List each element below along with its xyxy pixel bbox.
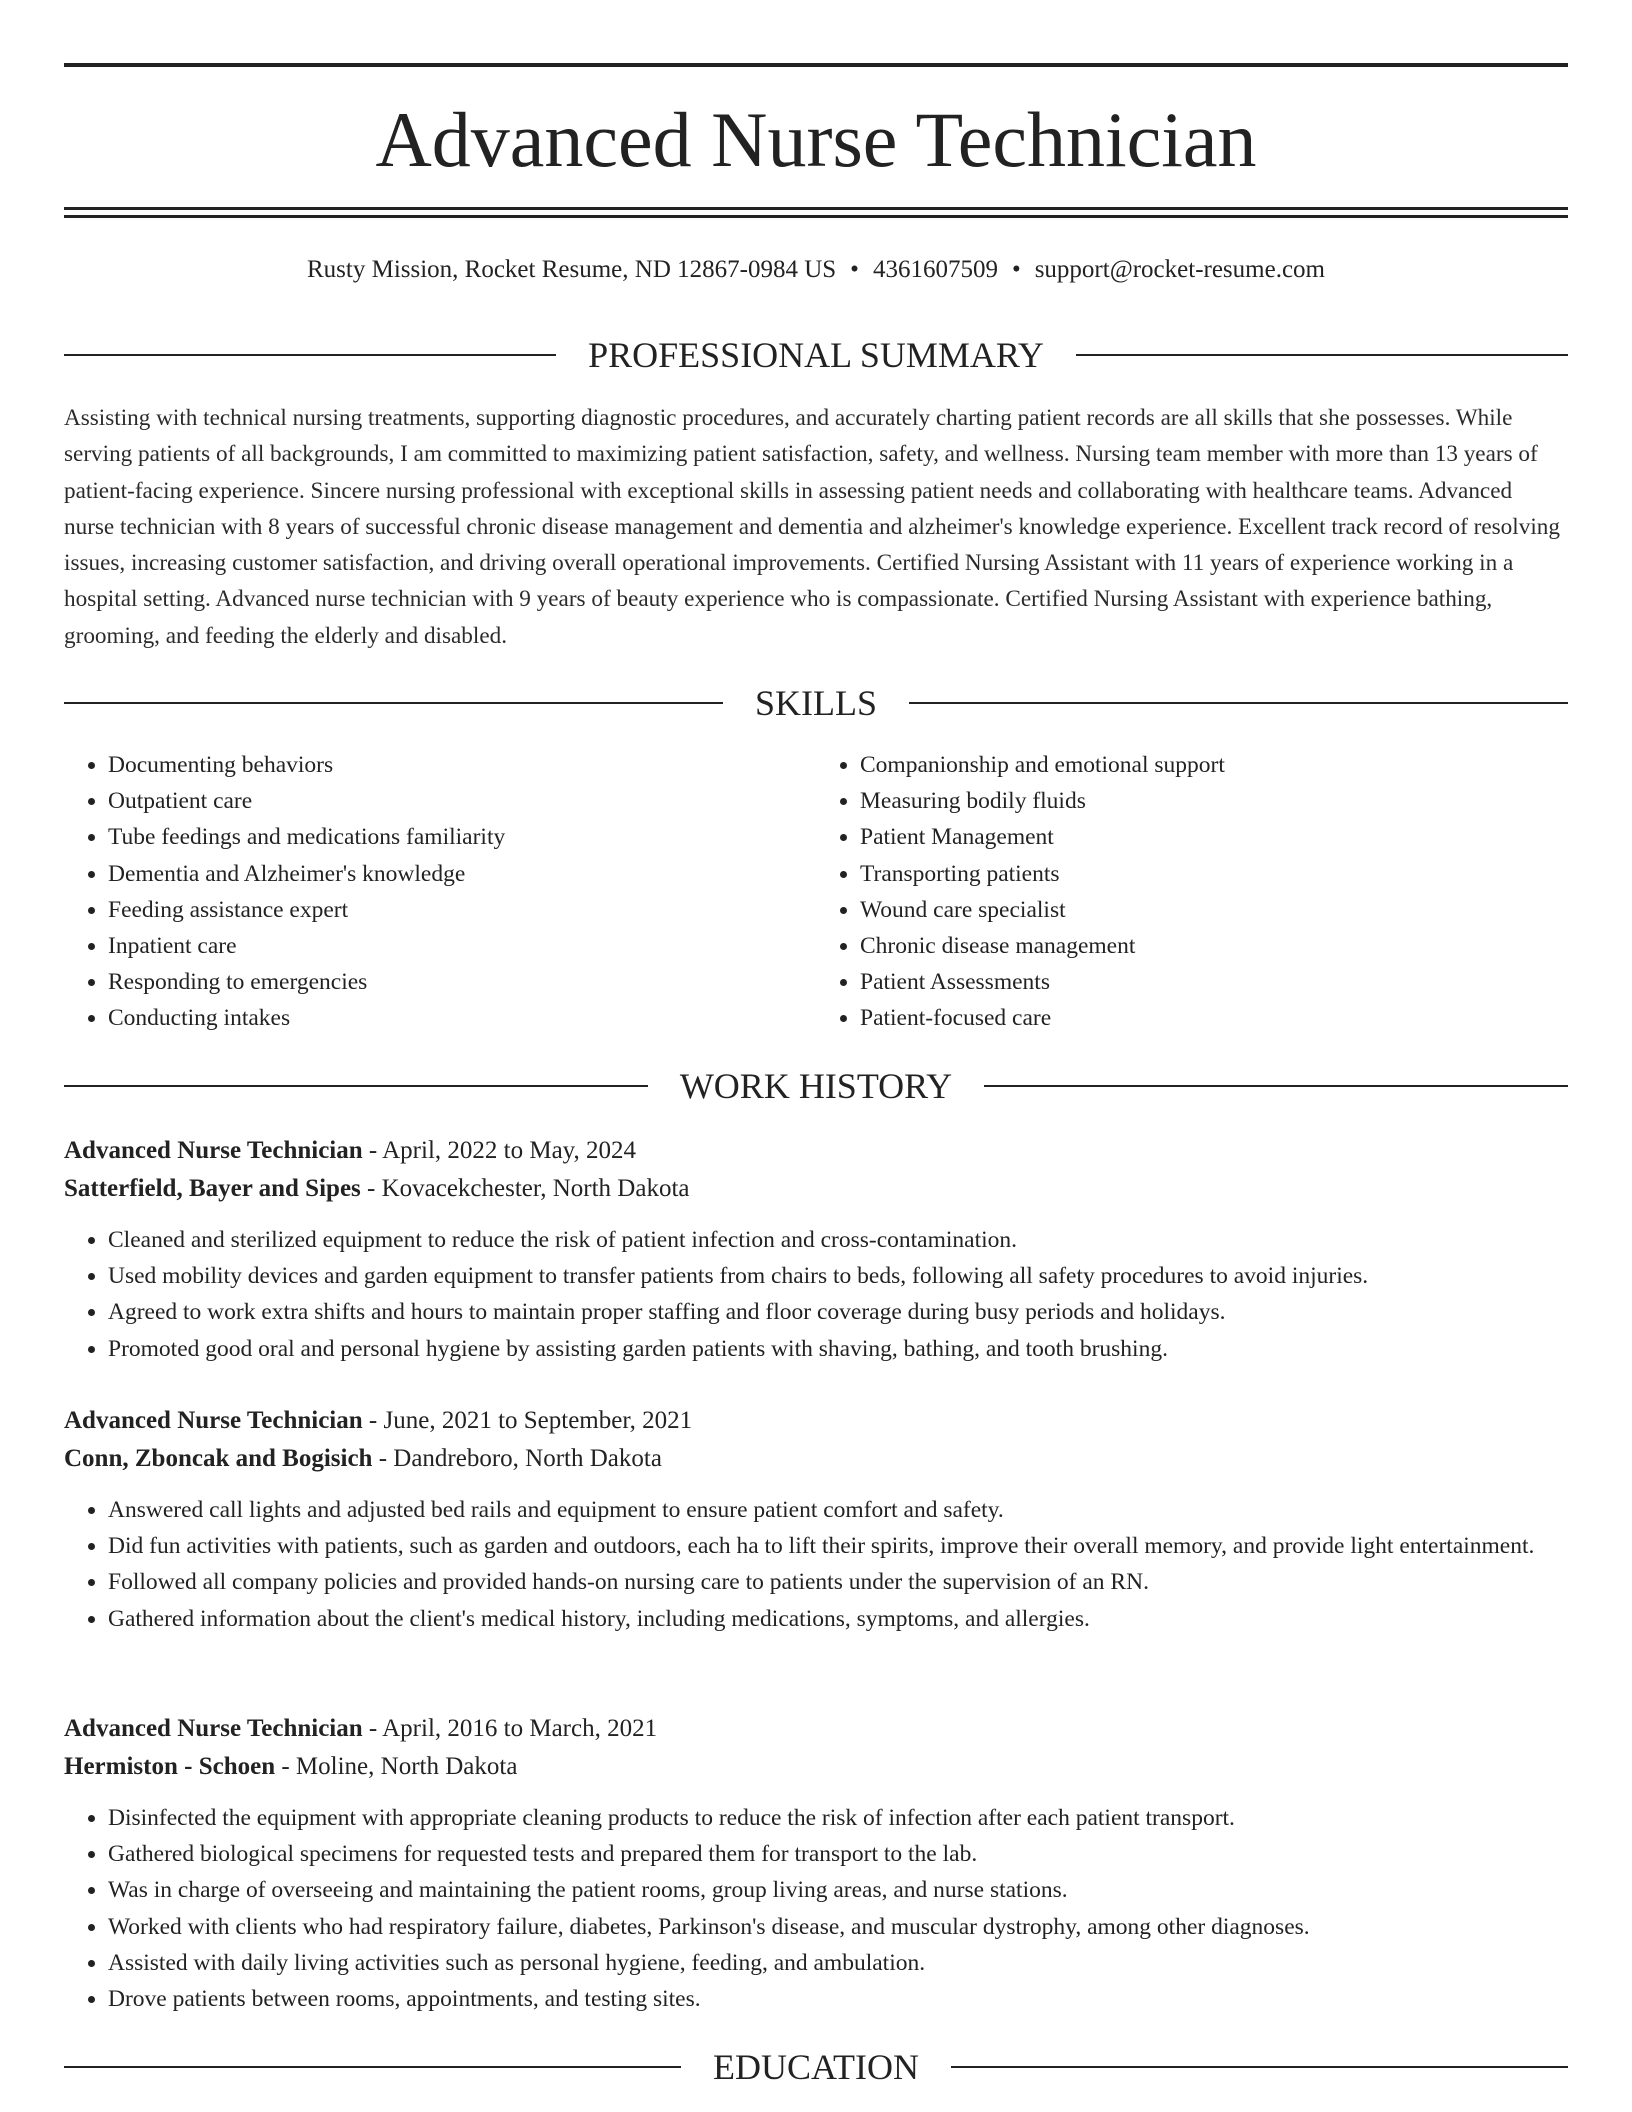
skill-item: • Companionship and emotional support: [860, 747, 1568, 783]
job-bullet: • Drove patients between rooms, appointments, and testing sites.: [108, 1981, 1568, 2017]
contact-line: [64, 254, 1568, 286]
job-bullet: • Disinfected the equipment with appropriate cleaning products to reduce the risk of infection after each patient transport.: [108, 1800, 1568, 1836]
job-bullet: • Answered call lights and adjusted bed rails and equipment to ensure patient comfort and safety.: [108, 1492, 1568, 1528]
contact-separator: •: [850, 256, 859, 283]
job-company: Conn, Zboncak and Bogisich: [64, 1445, 373, 1472]
job-bullet: • Promoted good oral and personal hygiene by assisting garden patients with shaving, bathing, and tooth brushing.: [108, 1331, 1568, 1367]
job-entry: [64, 1402, 1568, 1637]
job-location: - Dandreboro, North Dakota: [372, 1445, 662, 1472]
section-rule-left: [64, 702, 723, 704]
skill-item: • Transporting patients: [860, 856, 1568, 892]
skill-item: • Measuring bodily fluids: [860, 783, 1568, 819]
job-dates: - April, 2016 to March, 2021: [362, 1715, 658, 1742]
skill-item: • Wound care specialist: [860, 892, 1568, 928]
skill-item: • Conducting intakes: [108, 1000, 816, 1036]
job-dates: - April, 2022 to May, 2024: [362, 1137, 637, 1164]
skill-item: • Dementia and Alzheimer's knowledge: [108, 856, 816, 892]
job-entry: [64, 1132, 1568, 1367]
skills-list: [64, 747, 1568, 1037]
job-bullets: [64, 1800, 1568, 2017]
job-dates: - June, 2021 to September, 2021: [362, 1407, 693, 1434]
job-title-line: [64, 1402, 1568, 1440]
job-bullet: • Assisted with daily living activities such as personal hygiene, feeding, and ambulation.: [108, 1945, 1568, 1981]
job-title: Advanced Nurse Technician: [64, 1407, 363, 1434]
section-title-work: WORK HISTORY: [679, 1066, 953, 1106]
job-title-line: [64, 1710, 1568, 1748]
contact-email: support@rocket-resume.com: [1034, 256, 1325, 283]
job-location: - Moline, North Dakota: [275, 1753, 518, 1780]
section-rule-left: [64, 2066, 681, 2068]
section-header-summary: [64, 335, 1568, 375]
section-rule-right: [984, 1085, 1568, 1087]
skills-column-right: [816, 747, 1568, 1037]
section-title-education: EDUCATION: [713, 2047, 919, 2087]
skill-item: • Chronic disease management: [860, 928, 1568, 964]
section-header-work: [64, 1066, 1568, 1106]
job-bullets: [64, 1222, 1568, 1367]
job-bullet: • Was in charge of overseeing and maintaining the patient rooms, group living areas, and nurse stations.: [108, 1872, 1568, 1908]
contact-address: Rusty Mission, Rocket Resume, ND 12867-0984 US: [306, 256, 837, 283]
job-entry: [64, 1710, 1568, 2017]
contact-separator: •: [1011, 256, 1021, 283]
job-company: Hermiston - Schoen: [64, 1753, 276, 1780]
section-rule-left: [64, 354, 556, 356]
skill-item: • Inpatient care: [108, 928, 816, 964]
job-company-line: [64, 1170, 1568, 1208]
job-bullet: • Gathered information about the client's medical history, including medications, symptoms, and allergies.: [108, 1601, 1568, 1637]
section-header-education: [64, 2047, 1568, 2087]
double-rule-lower: [64, 215, 1568, 218]
section-rule-left: [64, 1085, 648, 1087]
job-bullets: [64, 1492, 1568, 1637]
job-title-line: [64, 1132, 1568, 1170]
job-company: Satterfield, Bayer and Sipes: [64, 1175, 361, 1202]
job-bullet: • Agreed to work extra shifts and hours to maintain proper staffing and floor coverage during busy periods and holidays.: [108, 1294, 1568, 1330]
job-title: Advanced Nurse Technician: [64, 1715, 363, 1742]
contact-phone: 4361607509: [872, 256, 998, 283]
skill-item: • Patient Management: [860, 819, 1568, 855]
resume-name: Advanced Nurse Technician: [375, 96, 1257, 183]
section-rule-right: [1076, 354, 1568, 356]
section-header-skills: [64, 683, 1568, 723]
skill-item: • Tube feedings and medications familiarity: [108, 819, 816, 855]
job-company-line: [64, 1440, 1568, 1478]
skills-column-left: [64, 747, 816, 1037]
job-bullet: • Worked with clients who had respiratory failure, diabetes, Parkinson's disease, and muscular dystrophy, among other diagnoses.: [108, 1909, 1568, 1945]
job-bullet: • Gathered biological specimens for requested tests and prepared them for transport to the lab.: [108, 1836, 1568, 1872]
section-title-skills: SKILLS: [755, 683, 878, 723]
section-rule-right: [909, 702, 1568, 704]
skill-item: • Patient Assessments: [860, 964, 1568, 1000]
skill-item: • Feeding assistance expert: [108, 892, 816, 928]
job-location: - Kovacekchester, North Dakota: [360, 1175, 690, 1202]
skill-item: • Documenting behaviors: [108, 747, 816, 783]
skill-item: • Outpatient care: [108, 783, 816, 819]
job-title: Advanced Nurse Technician: [64, 1137, 363, 1164]
double-rule-upper: [64, 207, 1568, 210]
summary-paragraph: Assisting with technical nursing treatments, supporting diagnostic procedures, and accurately charting patient records are all skills that she possesses. While serving patients of all backgrounds, I am committed to maximizing patient satisfaction, safety, and wellness. Nursing team member with more than 13 years of patient-facing experience. Sincere nursing professional with exceptional skills in assessing patient needs and collaborating with healthcare teams. Advanced nurse technician with 8 years of successful chronic disease management and dementia and alzheimer's knowledge experience. Excellent track record of resolving issues, increasing customer satisfaction, and driving overall operational improvements. Certified Nursing Assistant with 11 years of experience working in a hospital setting. Advanced nurse technician with 9 years of beauty experience who is compassionate. Certified Nursing Assistant with experience bathing, grooming, and feeding the elderly and disabled.: [64, 405, 1560, 649]
section-title-summary: PROFESSIONAL SUMMARY: [588, 335, 1044, 375]
top-rule: [64, 63, 1568, 67]
job-bullet: • Did fun activities with patients, such as garden and outdoors, each ha to lift their spirits, improve their overall memory, and provide light entertainment.: [108, 1528, 1568, 1564]
job-bullet: • Cleaned and sterilized equipment to reduce the risk of patient infection and cross-contamination.: [108, 1222, 1568, 1258]
job-bullet: • Used mobility devices and garden equipment to transfer patients from chairs to beds, following all safety procedures to avoid injuries.: [108, 1258, 1568, 1294]
job-bullet: • Followed all company policies and provided hands-on nursing care to patients under the supervision of an RN.: [108, 1564, 1568, 1600]
job-company-line: [64, 1748, 1568, 1786]
skill-item: • Responding to emergencies: [108, 964, 816, 1000]
section-rule-right: [951, 2066, 1568, 2068]
skill-item: • Patient-focused care: [860, 1000, 1568, 1036]
